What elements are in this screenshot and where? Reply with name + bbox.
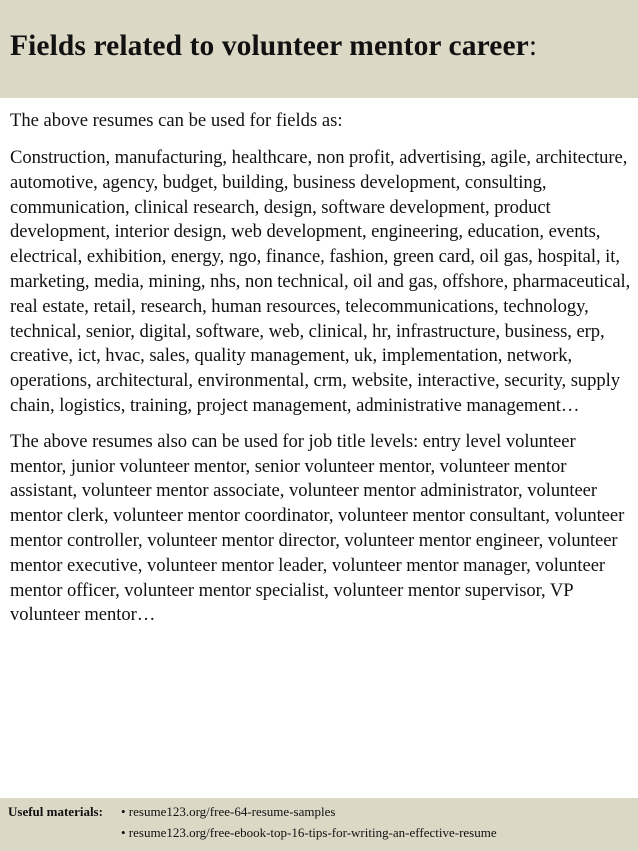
page-title-text: Fields related to volunteer mentor career [10,30,529,62]
useful-materials-label [8,801,121,822]
slide-header [0,0,638,98]
page-title-colon: : [528,30,538,62]
job-titles-paragraph: The above resumes also can be used for job title levels: entry level volunteer mentor, junior volunteer mentor, senior volunteer mentor, volunteer mentor assistant, volunteer mentor associate, volunteer mentor administrator, volunteer mentor clerk, volunteer mentor coordinator, volunteer mentor consultant, volunteer mentor controller, volunteer mentor director, volunteer mentor engineer, volunteer mentor executive, volunteer mentor leader, volunteer mentor manager, volunteer mentor officer, volunteer mentor specialist, volunteer mentor supervisor, VP volunteer mentor… [10,430,625,626]
useful-materials-label-text: Useful materials [8,804,99,819]
resource-link-ebook-tips[interactable]: • resume123.org/free-ebook-top-16-tips-for-writing-an-effective-resume [121,825,497,840]
useful-materials-label-colon: : [98,804,103,819]
fields-paragraph: Construction, manufacturing, healthcare, non profit, advertising, agile, architecture, automotive, agency, budget, building, business development, consulting, communication, clinical research, design, software development, product development, interior design, web development, engineering, education, events, electrical, exhibition, energy, ngo, finance, fashion, green card, oil gas, hospital, it, marketing, media, mining, nhs, non technical, oil and gas, offshore, pharmaceutical, real estate, retail, research, human resources, telecommunications, technology, technical, senior, digital, software, web, clinical, hr, infrastructure, business, erp, creative, ict, hvac, sales, quality management, uk, implementation, network, operations, architectural, environmental, crm, website, interactive, security, supply chain, logistics, training, project management, administrative management… [10,147,631,416]
slide-content [10,108,634,628]
page-title [10,26,638,66]
useful-materials-footer [0,798,638,851]
footer-row-1 [8,801,638,822]
intro-text: The above resumes can be used for fields as: [10,110,343,131]
footer-row-2 [8,822,638,843]
resource-link-resume-samples[interactable]: • resume123.org/free-64-resume-samples [121,804,336,819]
footer-indent [8,822,121,843]
